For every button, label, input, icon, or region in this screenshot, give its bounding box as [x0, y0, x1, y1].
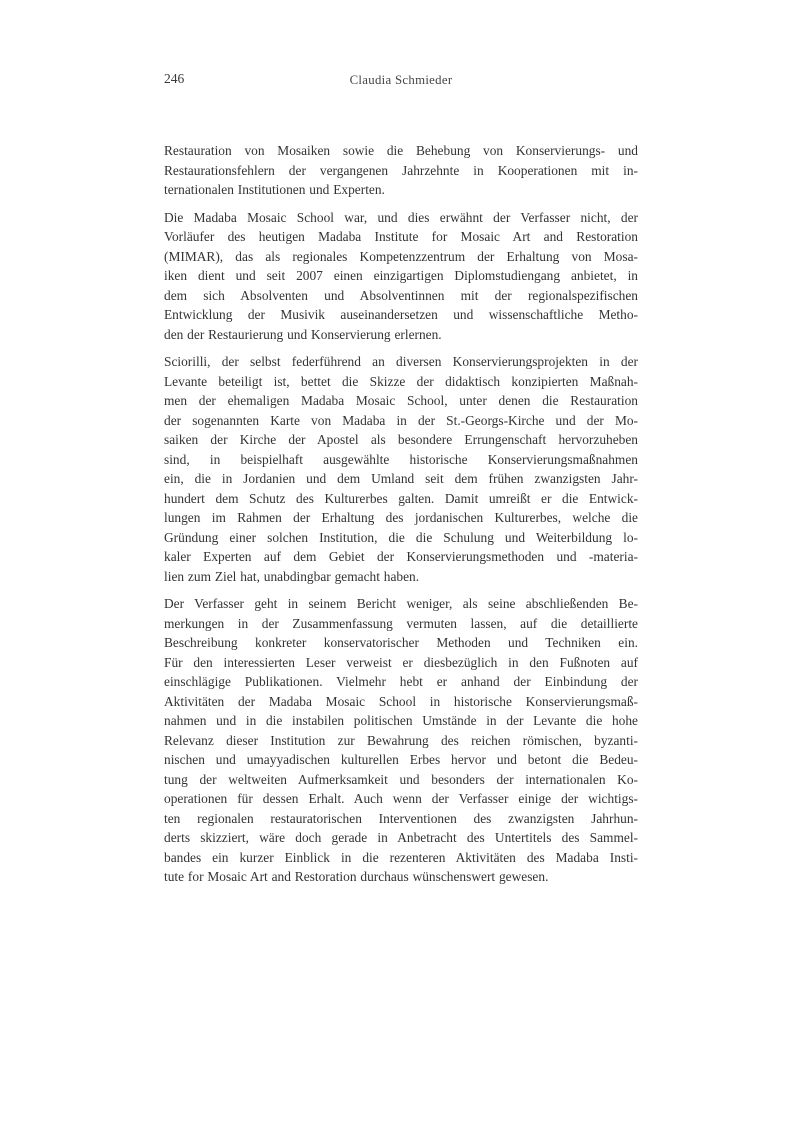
- text-block: [164, 141, 638, 895]
- text-line: derts skizziert, wäre doch gerade in Anbetracht des Untertitels des Sammel-: [164, 830, 638, 845]
- paragraph: [164, 141, 638, 200]
- text-line: Gründung einer solchen Institution, die die Schulung und Weiterbildung lo-: [164, 529, 638, 545]
- text-line: der sogenannten Karte von Madaba in der St.-Georgs-Kirche und der Mo-: [164, 412, 638, 428]
- text-line: saiken der Kirche der Apostel als besondere Errungenschaft hervorzuheben: [164, 432, 638, 447]
- text-line: tung der weltweiten Aufmerksamkeit und besonders der internationalen Ko-: [164, 771, 638, 787]
- running-head: [164, 70, 638, 90]
- paragraph: [164, 594, 638, 887]
- text-line: Beschreibung konkreter konservatorischer Methoden und Techniken ein.: [164, 635, 638, 650]
- text-line: nischen und umayyadischen kulturellen Erbes hervor und betont die Bedeu-: [164, 752, 638, 767]
- text-line: Die Madaba Mosaic School war, und dies erwähnt der Verfasser nicht, der: [164, 209, 638, 225]
- text-line: operationen für dessen Erhalt. Auch wenn der Verfasser einige der wichtigs-: [164, 791, 638, 806]
- text-line: sind, in beispielhaft ausgewählte historische Konservierungsmaßnahmen: [164, 451, 638, 467]
- text-line: ternationalen Institutionen und Experten.: [164, 182, 385, 197]
- text-line: lungen im Rahmen der Erhaltung des jordanischen Kulturerbes, welche die: [164, 510, 638, 525]
- text-line: men der ehemaligen Madaba Mosaic School, unter denen die Restauration: [164, 393, 638, 408]
- text-line: (MIMAR), das als regionales Kompetenzzentrum der Erhaltung von Mosa-: [164, 248, 638, 264]
- text-line: hundert dem Schutz des Kulturerbes galten. Damit umreißt er die Entwick-: [164, 490, 638, 506]
- text-line: Restaurationsfehlern der vergangenen Jahrzehnte in Kooperationen mit in-: [164, 162, 638, 178]
- text-line: merkungen in der Zusammenfassung vermuten lassen, auf die detaillierte: [164, 615, 638, 631]
- text-line: nahmen und in die instabilen politischen Umstände in der Levante die hohe: [164, 713, 638, 728]
- text-line: Sciorilli, der selbst federführend an diversen Konservierungsprojekten in der: [164, 354, 638, 369]
- text-line: tute for Mosaic Art and Restoration durchaus wünschenswert gewesen.: [164, 869, 549, 884]
- text-line: einschlägige Publikationen. Vielmehr hebt er anhand der Einbindung der: [164, 674, 638, 689]
- text-line: dem sich Absolventen und Absolventinnen mit der regionalspezifischen: [164, 287, 638, 303]
- text-line: ein, die in Jordanien und dem Umland seit dem frühen zwanzigsten Jahr-: [164, 471, 638, 486]
- text-line: Für den interessierten Leser verweist er diesbezüglich in den Fußnoten auf: [164, 654, 638, 670]
- text-line: lien zum Ziel hat, unabdingbar gemacht haben.: [164, 568, 420, 584]
- text-line: Levante beteiligt ist, bettet die Skizze der didaktisch konzipierten Maßnah-: [164, 373, 638, 389]
- text-line: ten regionalen restauratorischen Interventionen des zwanzigsten Jahrhun-: [164, 810, 638, 826]
- running-title: Claudia Schmieder: [349, 73, 453, 87]
- page-number: 246: [164, 71, 185, 86]
- text-line: Der Verfasser geht in seinem Bericht weniger, als seine abschließenden Be-: [164, 596, 638, 611]
- text-line: Aktivitäten der Madaba Mosaic School in historische Konservierungsmaß-: [164, 693, 638, 709]
- text-line: kaler Experten auf dem Gebiet der Konservierungsmethoden und -materia-: [164, 549, 638, 564]
- text-line: Restauration von Mosaiken sowie die Behebung von Konservierungs- und: [164, 143, 638, 158]
- text-line: Vorläufer des heutigen Madaba Institute for Mosaic Art and Restoration: [164, 229, 638, 244]
- paragraph: [164, 208, 638, 345]
- text-line: den der Restaurierung und Konservierung erlernen.: [164, 326, 442, 342]
- text-line: Relevanz dieser Institution zur Bewahrung des reichen römischen, byzanti-: [164, 732, 638, 748]
- paragraph: [164, 352, 638, 586]
- text-line: iken dient und seit 2007 einen einzigartigen Diplomstudiengang anbietet, in: [164, 268, 638, 283]
- text-line: bandes ein kurzer Einblick in die rezenteren Aktivitäten des Madaba Insti-: [164, 849, 638, 865]
- text-line: Entwicklung der Musivik auseinandersetzen und wissenschaftliche Metho-: [164, 307, 638, 322]
